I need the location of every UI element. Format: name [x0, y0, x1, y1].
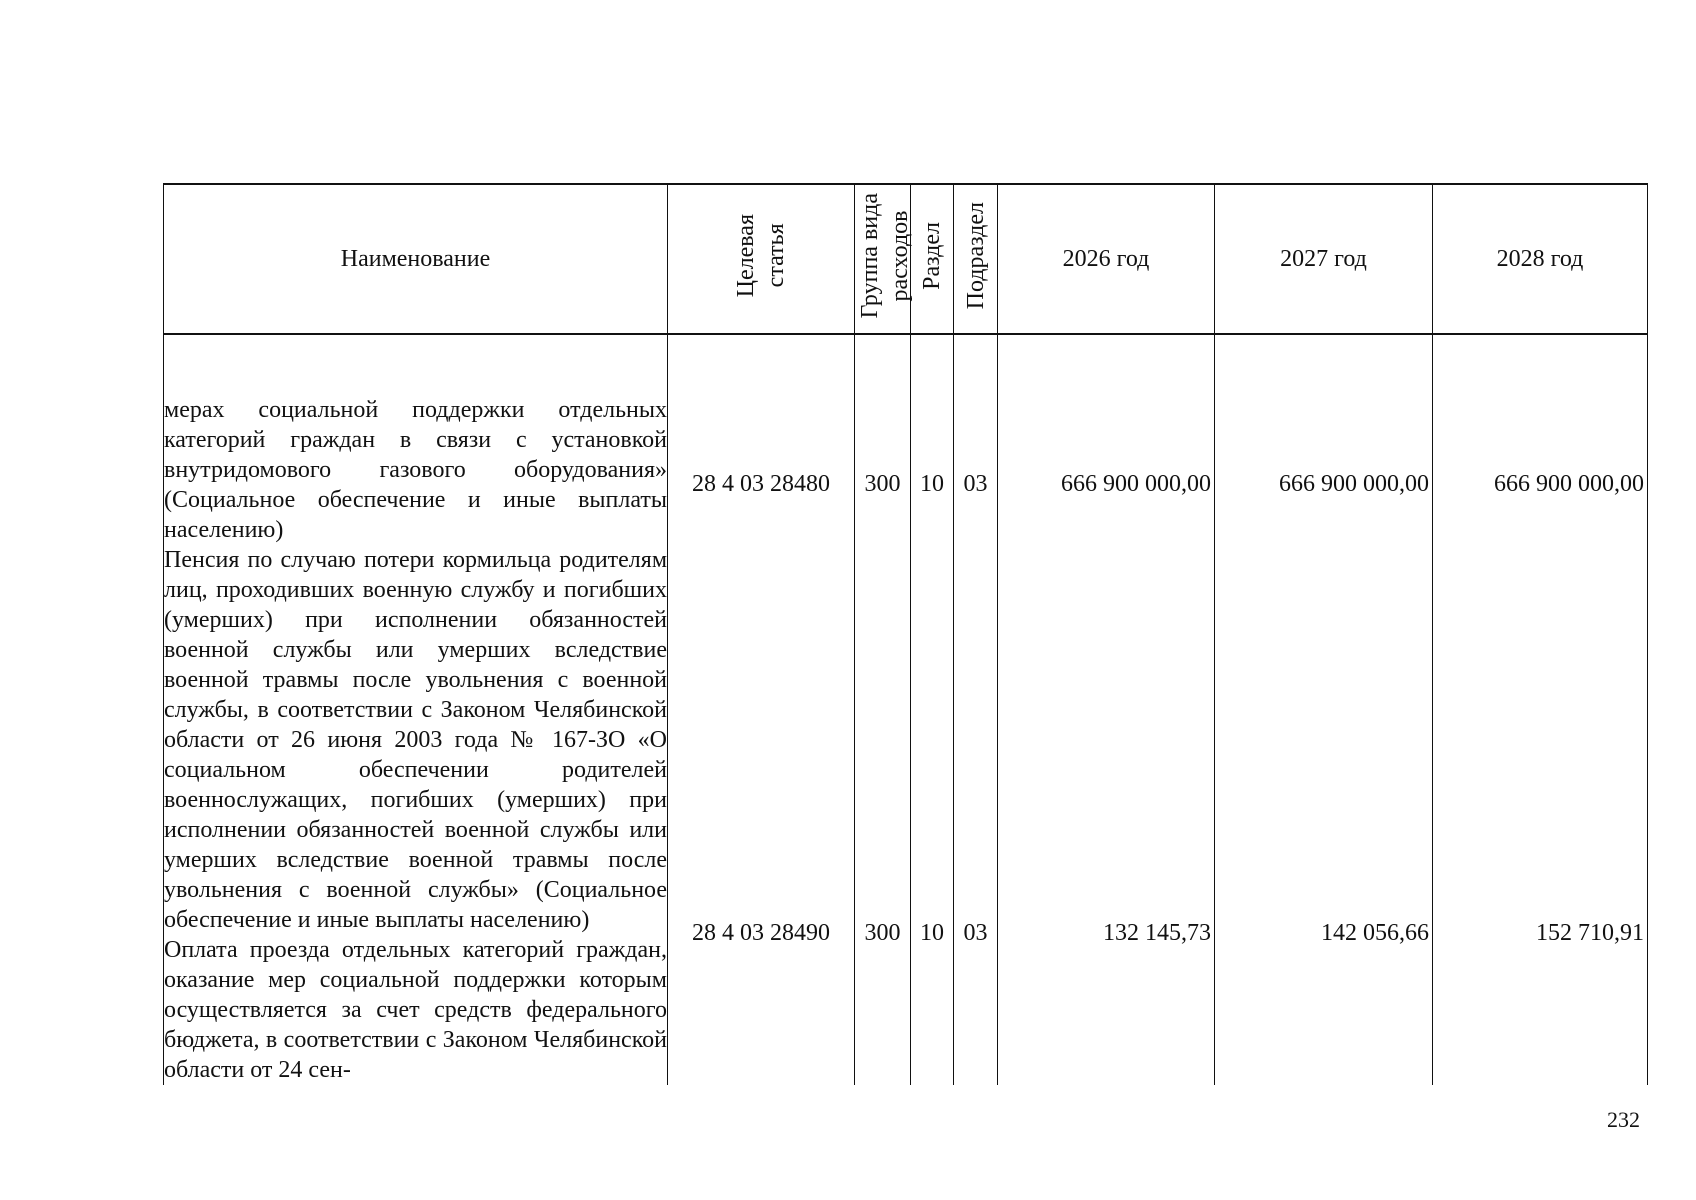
amount-2027-cell: [1215, 334, 1433, 1085]
target-article-cell: [668, 334, 855, 1085]
amount-2028-row-1: 666 900 000,00: [1494, 471, 1644, 497]
header-subsection: Подраздел: [954, 184, 998, 334]
amount-2027-row-2: 142 056,66: [1321, 920, 1429, 946]
subsection-row-1: 03: [963, 471, 988, 497]
expense-group-row-1: 300: [864, 471, 901, 497]
header-name: Наименование: [164, 184, 668, 334]
section-row-1: 10: [920, 471, 944, 497]
target-article-row-2: 28 4 03 28490: [692, 920, 830, 946]
subsection-cell: [954, 334, 998, 1085]
name-paragraph-2: Пенсия по случаю потери кормильца родителям лиц, проходивших военную службу и погибших (умерших) при исполнении обязанностей военной службы или умерших вследствие военной травмы после увольнения с военной службы, в соответствии с Законом Челябинской области от 26 июня 2003 года № 167-ЗО «О социальном обеспечении родителей военнослужащих, погибших (умерших) при исполнении обязанностей военной службы или умерших вследствие военной травмы после увольнения с военной службы» (Социальное обеспечение и иные выплаты населению): [164, 547, 667, 933]
name-paragraph-1: мерах социальной поддержки отдельных категорий граждан в связи с установкой внутридомового газового оборудования» (Социальное обеспечение и иные выплаты населению): [164, 397, 667, 543]
budget-table: [163, 183, 1648, 1085]
table-row: [164, 334, 1648, 1085]
header-section: Раздел: [911, 184, 954, 334]
section-cell: [911, 334, 954, 1085]
name-paragraph-3: Оплата проезда отдельных категорий граждан, оказание мер социальной поддержки которым осуществляется за счет средств федерального бюджета, в соответствии с Законом Челябинской области от 24 сен-: [164, 937, 667, 1083]
amount-2028-cell: [1433, 334, 1648, 1085]
amount-2027-row-1: 666 900 000,00: [1279, 471, 1429, 497]
amount-2026-row-1: 666 900 000,00: [1061, 471, 1211, 497]
name-cell: [164, 334, 668, 1085]
page-number: 232: [1607, 1107, 1640, 1132]
header-target-article: Целевая статья: [668, 184, 855, 334]
header-2028: 2028 год: [1433, 184, 1648, 334]
table-header-row: [164, 184, 1648, 334]
expense-group-cell: [855, 334, 911, 1085]
target-article-row-1: 28 4 03 28480: [692, 471, 830, 497]
header-expense-group: Группа вида расходов: [855, 184, 911, 334]
expense-group-row-2: 300: [864, 920, 901, 946]
header-2026: 2026 год: [998, 184, 1215, 334]
section-row-2: 10: [920, 920, 944, 946]
header-2027: 2027 год: [1215, 184, 1433, 334]
amount-2026-row-2: 132 145,73: [1103, 920, 1211, 946]
amount-2026-cell: [998, 334, 1215, 1085]
amount-2028-row-2: 152 710,91: [1536, 920, 1644, 946]
subsection-row-2: 03: [963, 920, 988, 946]
